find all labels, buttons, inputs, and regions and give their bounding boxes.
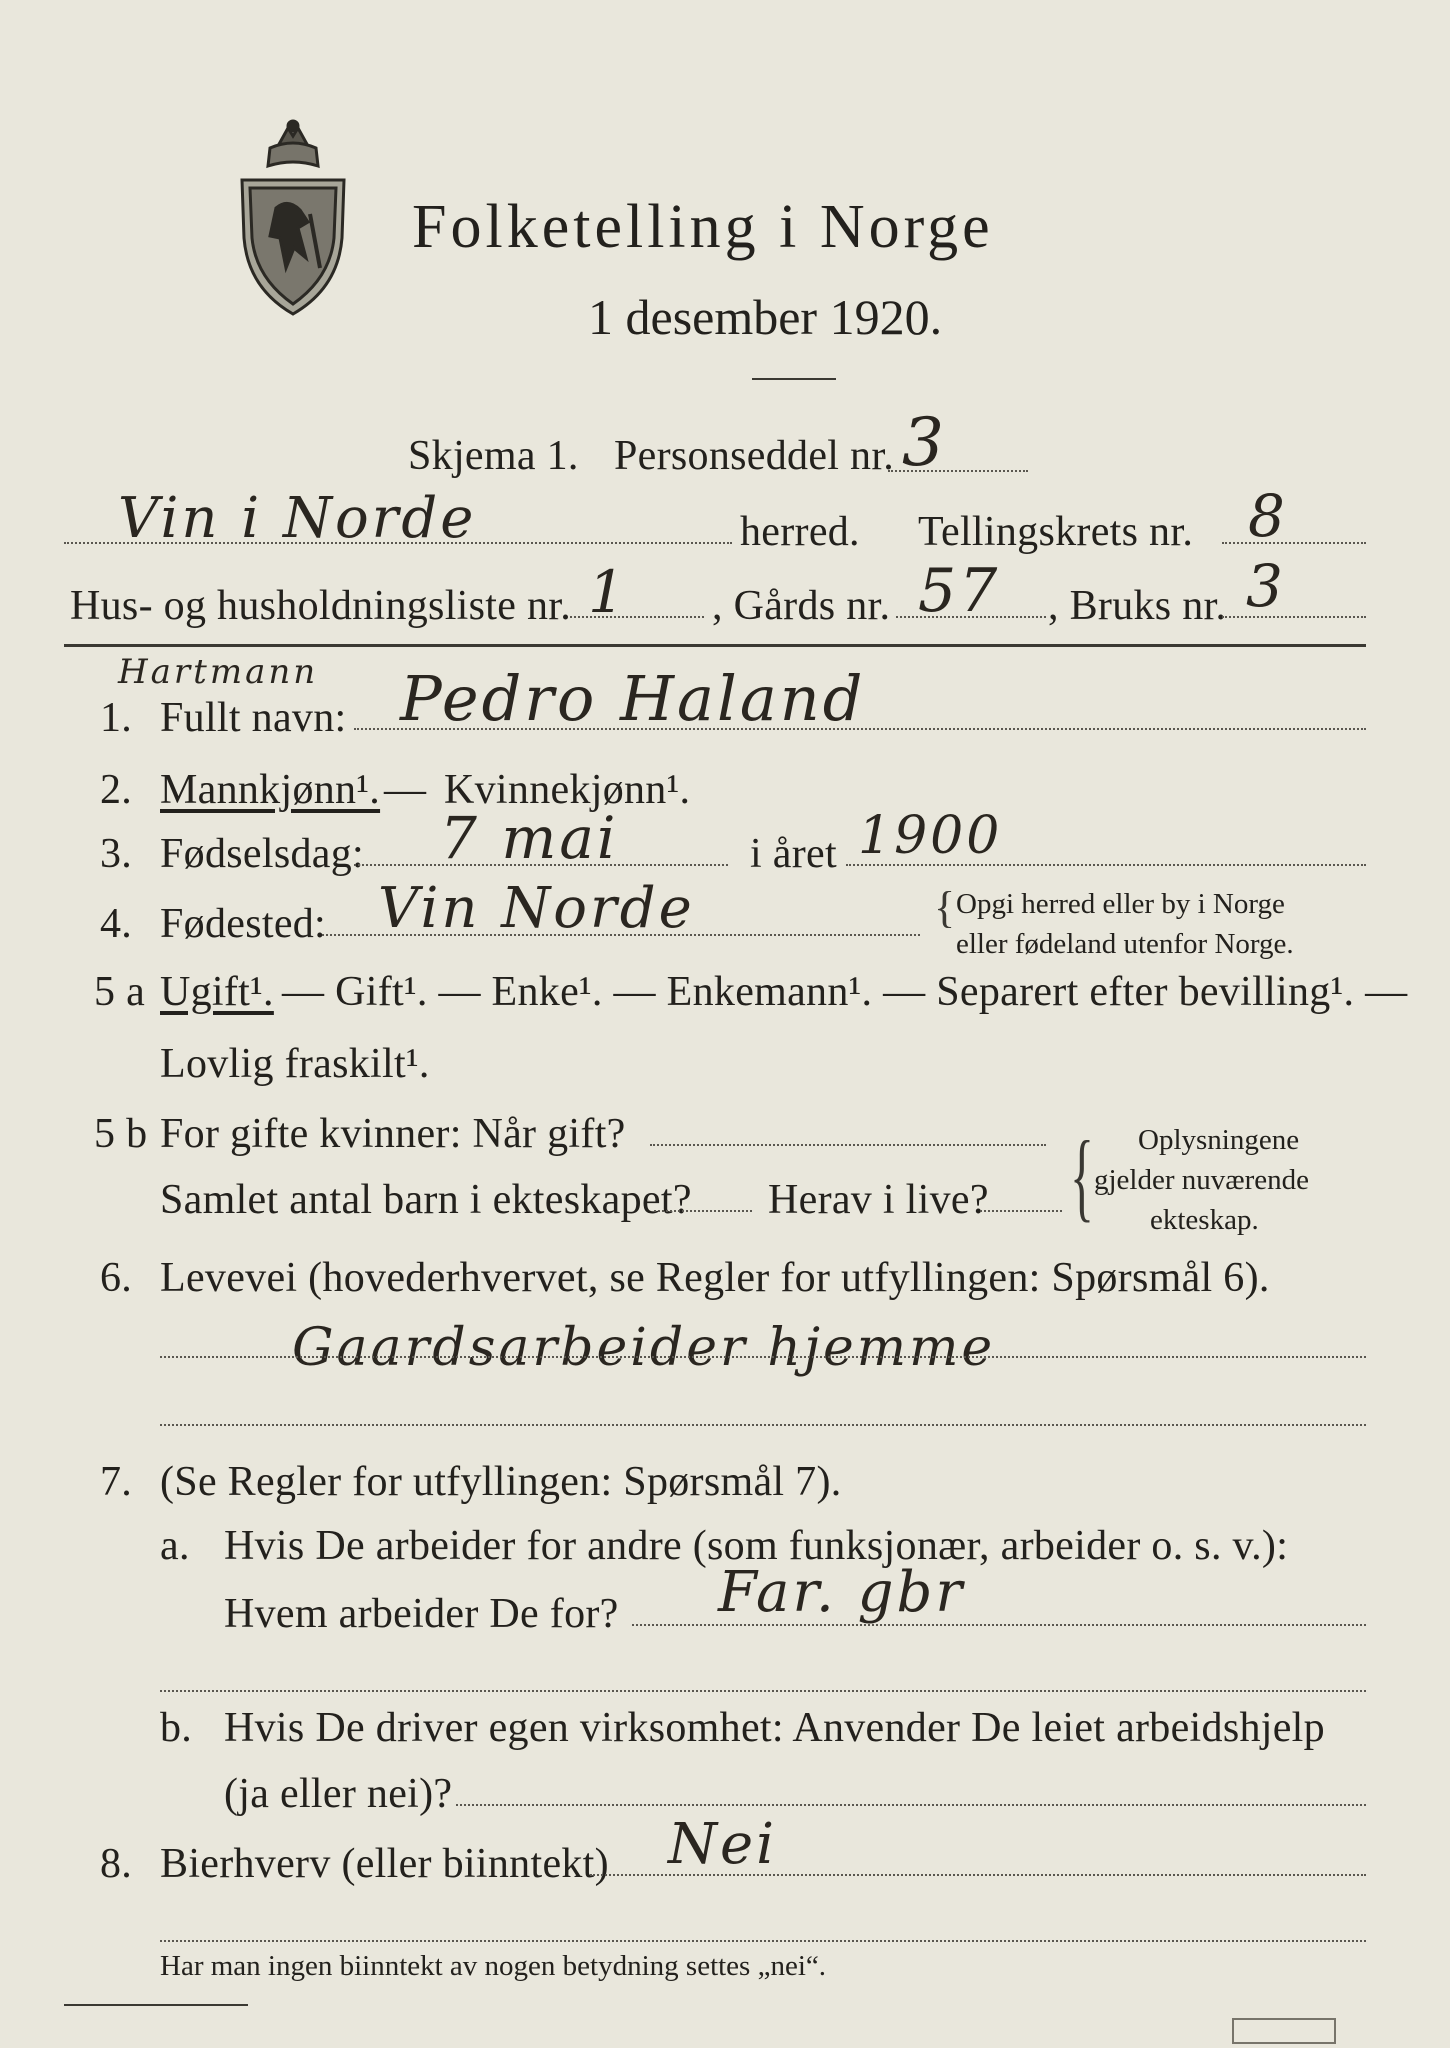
marriage-note-line3: ekteskap. — [1150, 1204, 1259, 1236]
tellingskrets-value: 8 — [1248, 482, 1288, 550]
title-divider — [752, 378, 836, 380]
tellingskrets-line — [1222, 542, 1366, 544]
side-income-label: Bierhverv (eller biinntekt) — [160, 1841, 609, 1887]
footnote-rule — [64, 2004, 248, 2006]
q4-number: 4. — [100, 901, 133, 947]
q2-number: 2. — [100, 767, 133, 813]
employer-line-2 — [160, 1690, 1366, 1692]
bruks-label: , Bruks nr. — [1048, 583, 1227, 629]
q1-number: 1. — [100, 695, 133, 741]
skjema-label: Skjema 1. — [408, 433, 579, 479]
divorced-option: Lovlig fraskilt¹. — [160, 1041, 430, 1087]
unmarried-option: Ugift¹. — [160, 969, 274, 1015]
birthplace-note-brace: { — [934, 883, 956, 932]
year-value: 1900 — [858, 806, 1003, 866]
q7b-number: b. — [160, 1705, 193, 1751]
q6-number: 6. — [100, 1255, 133, 1301]
form-date: 1 desember 1920. — [588, 289, 943, 345]
printer-stamp — [1232, 2018, 1336, 2044]
married-when-line — [650, 1144, 1046, 1146]
marriage-note-brace: { — [1070, 1120, 1094, 1231]
marital-options: — Gift¹. — Enke¹. — Enkemann¹. — Separert efter bevilling¹. — — [282, 969, 1408, 1015]
employer-value: Far. gbr — [718, 1560, 966, 1625]
gender-separator: — — [384, 767, 427, 813]
hired-help-line — [456, 1804, 1366, 1806]
gards-value: 57 — [918, 556, 1001, 626]
q5b-number: 5 b — [94, 1111, 148, 1157]
side-income-line-2 — [160, 1940, 1366, 1942]
husliste-value: 1 — [588, 558, 628, 626]
birthday-label: Fødselsdag: — [160, 831, 364, 877]
year-label: i året — [750, 831, 837, 877]
name-prefix: Hartmann — [118, 652, 319, 692]
herred-value: Vin i Norde — [118, 486, 477, 551]
bruks-value: 3 — [1246, 552, 1286, 620]
norway-coat-of-arms-icon — [228, 118, 358, 318]
form-title: Folketelling i Norge — [412, 193, 994, 261]
children-total-label: Samlet antal barn i ekteskapet? — [160, 1177, 692, 1223]
married-when-label: For gifte kvinner: Når gift? — [160, 1111, 626, 1157]
employee-question: Hvis De arbeider for andre (som funksjonær, arbeider o. s. v.): — [224, 1523, 1289, 1569]
bruks-line — [1222, 616, 1366, 618]
fullname-label: Fullt navn: — [160, 695, 347, 741]
occupation-label: Levevei (hovederhvervet, se Regler for utfyllingen: Spørsmål 6). — [160, 1255, 1270, 1301]
personseddel-label: Personseddel nr. — [614, 433, 895, 479]
occupation-value: Gaardsarbeider hjemme — [292, 1318, 996, 1378]
birthplace-note-line2: eller fødeland utenfor Norge. — [956, 928, 1294, 960]
section-divider — [64, 644, 1366, 647]
marriage-note-line1: Oplysningene — [1138, 1124, 1300, 1156]
employer-label: Hvem arbeider De for? — [224, 1591, 619, 1637]
q5a-number: 5 a — [94, 969, 146, 1015]
q7-label: (Se Regler for utfyllingen: Spørsmål 7). — [160, 1459, 842, 1505]
gards-label: , Gårds nr. — [712, 583, 891, 629]
birthplace-note-line1: Opgi herred eller by i Norge — [956, 888, 1285, 920]
q8-number: 8. — [100, 1841, 133, 1887]
personseddel-value: 3 — [902, 404, 947, 481]
occupation-line-1 — [160, 1356, 1366, 1358]
q7a-number: a. — [160, 1523, 190, 1569]
birthday-value: 7 mai — [440, 804, 619, 872]
q3-number: 3. — [100, 831, 133, 877]
q7-number: 7. — [100, 1459, 133, 1505]
female-option: Kvinnekjønn¹. — [444, 767, 691, 813]
birthplace-value: Vin Norde — [378, 876, 695, 941]
occupation-line-2 — [160, 1424, 1366, 1426]
children-alive-label: Herav i live? — [768, 1177, 989, 1223]
husliste-label: Hus- og husholdningsliste nr. — [70, 583, 572, 629]
birthplace-label: Fødested: — [160, 901, 327, 947]
side-income-value: Nei — [668, 1812, 778, 1877]
fullname-value: Pedro Haland — [400, 662, 866, 735]
male-option: Mannkjønn¹. — [160, 767, 381, 813]
marriage-note-line2: gjelder nuværende — [1094, 1164, 1310, 1196]
herred-label: herred. — [740, 509, 860, 555]
children-total-line — [654, 1210, 752, 1212]
hired-help-label: (ja eller nei)? — [224, 1771, 453, 1817]
footer-note: Har man ingen biinntekt av nogen betydning settes „nei“. — [160, 1950, 827, 1982]
self-employed-question: Hvis De driver egen virksomhet: Anvender De leiet arbeidshjelp — [224, 1705, 1325, 1751]
children-alive-line — [980, 1210, 1062, 1212]
tellingskrets-label: Tellingskrets nr. — [918, 509, 1194, 555]
